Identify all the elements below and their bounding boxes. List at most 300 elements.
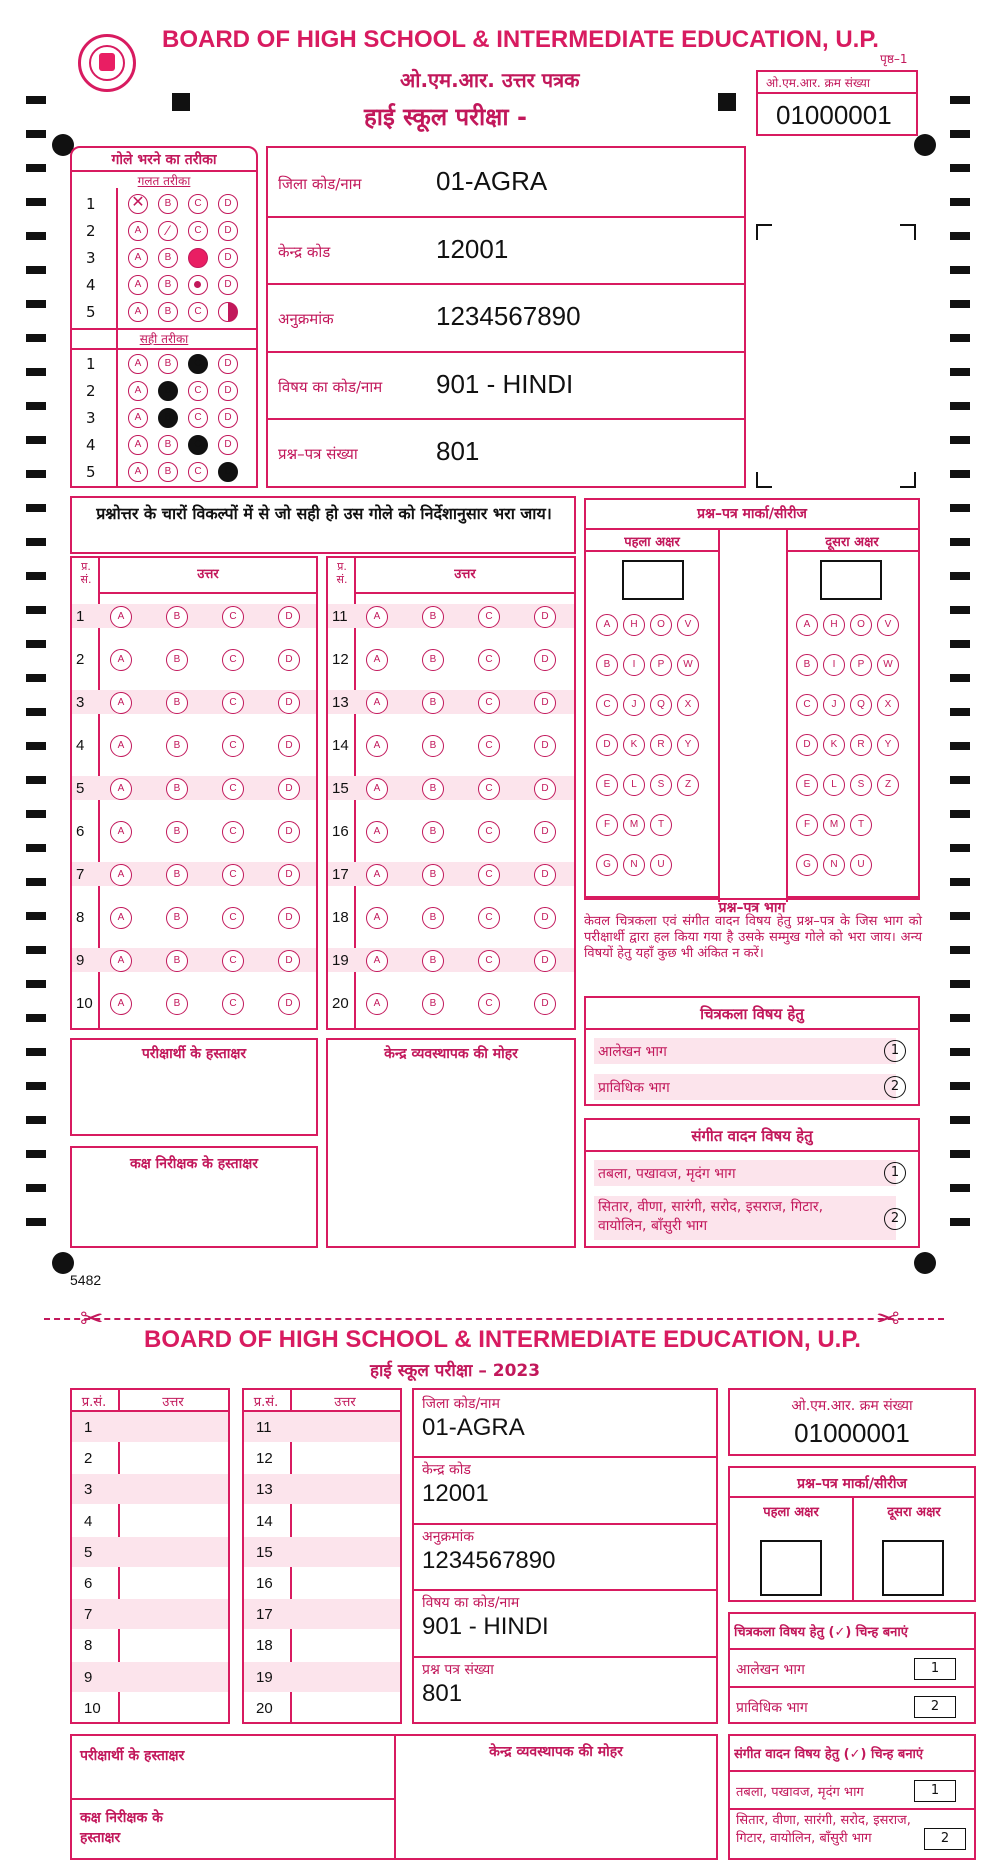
answer-bubble-q6-d[interactable]: D xyxy=(278,821,300,843)
answer-bubble-q10-d[interactable]: D xyxy=(278,993,300,1015)
timing-mark xyxy=(950,1184,970,1192)
page-number: पृष्ठ–1 xyxy=(880,52,908,66)
part-note: केवल चित्रकला एवं संगीत वादन विषय हेतु प्रश्न–पत्र के जिस भाग को परीक्षार्थी द्वारा हल किया गया है उसके सम्मुख गोले को भरा जाय। अन्य विषयों हेतु यहाँ कुछ भी अंकित न करें। xyxy=(584,914,922,961)
timing-mark xyxy=(26,708,46,716)
timing-mark xyxy=(26,402,46,410)
examinee-signature-box[interactable] xyxy=(70,1038,318,1136)
series-second-letter-a[interactable]: A xyxy=(796,614,818,636)
series-second-letter-z[interactable]: Z xyxy=(877,774,899,796)
slip-question-number: 1 xyxy=(84,1419,93,1436)
answer-bubble-q5-a[interactable]: A xyxy=(110,778,132,800)
answer-bubble-q11-c[interactable]: C xyxy=(478,606,500,628)
board-logo xyxy=(78,34,136,92)
slip-field-value-0: 01-AGRA xyxy=(422,1414,525,1441)
slip-answer-cell[interactable] xyxy=(120,1630,226,1660)
slip-music-part-2-box[interactable]: 2 xyxy=(924,1828,966,1850)
answer-bubble-q2-c[interactable]: C xyxy=(222,649,244,671)
timing-mark xyxy=(26,1116,46,1124)
slip-answer-cell[interactable] xyxy=(120,1693,226,1723)
answer-bubble-q18-c[interactable]: C xyxy=(478,907,500,929)
second-letter-write-box[interactable] xyxy=(820,560,882,600)
field-divider xyxy=(268,418,744,420)
slip-answer-cell[interactable] xyxy=(120,1568,226,1598)
sample-right-bubble: A xyxy=(128,381,148,401)
series-first-letter-r[interactable]: R xyxy=(650,734,672,756)
slip-answer-cell[interactable] xyxy=(292,1693,398,1723)
sample-wrong-bubble: D xyxy=(218,194,238,214)
question-number: 14 xyxy=(332,737,349,754)
series-first-letter-n[interactable]: N xyxy=(623,854,645,876)
answer-bubble-q6-b[interactable]: B xyxy=(166,821,188,843)
first-letter-write-box[interactable] xyxy=(622,560,684,600)
question-number: 12 xyxy=(332,651,349,668)
sample-wrong-bubble: B xyxy=(158,275,178,295)
answer-bubble-q19-c[interactable]: C xyxy=(478,950,500,972)
field-label-1: केन्द्र कोड xyxy=(278,242,331,261)
answer-bubble-q12-a[interactable]: A xyxy=(366,649,388,671)
slip-answer-cell[interactable] xyxy=(292,1599,398,1629)
timing-mark xyxy=(26,504,46,512)
answer-bubble-q11-b[interactable]: B xyxy=(422,606,444,628)
slip-question-number: 6 xyxy=(84,1575,93,1592)
answer-bubble-q13-c[interactable]: C xyxy=(478,692,500,714)
timing-mark xyxy=(26,1150,46,1158)
answer-bubble-q4-b[interactable]: B xyxy=(166,735,188,757)
timing-mark xyxy=(950,1218,970,1226)
question-number: 13 xyxy=(332,694,349,711)
answer-bubble-q14-c[interactable]: C xyxy=(478,735,500,757)
slip-second-letter-box[interactable] xyxy=(882,1540,944,1596)
series-second-letter-i[interactable]: I xyxy=(823,654,845,676)
answer-bubble-q5-d[interactable]: D xyxy=(278,778,300,800)
answer-bubble-q11-a[interactable]: A xyxy=(366,606,388,628)
series-second-letter-k[interactable]: K xyxy=(823,734,845,756)
answer-bubble-q4-d[interactable]: D xyxy=(278,735,300,757)
second-letter-label: दूसरा अक्षर xyxy=(825,535,879,550)
timing-mark xyxy=(26,844,46,852)
board-title: BOARD OF HIGH SCHOOL & INTERMEDIATE EDUCATION, U.P. xyxy=(162,26,879,53)
slip-field-value-3: 901 - HINDI xyxy=(422,1613,549,1641)
music-part-1: तबला, पखावज, मृदंग भाग xyxy=(598,1166,736,1182)
photo-area xyxy=(756,224,916,488)
sample-wrong-bubble xyxy=(188,248,208,268)
music-part-1-bubble[interactable]: 1 xyxy=(884,1162,906,1184)
slip-field-label-2: अनुक्रमांक xyxy=(422,1528,474,1545)
series-first-letter-z[interactable]: Z xyxy=(677,774,699,796)
series-second-letter-j[interactable]: J xyxy=(823,694,845,716)
sample-right-bubble: D xyxy=(218,381,238,401)
sample-right-bubble: D xyxy=(218,408,238,428)
sample-right-bubble: D xyxy=(218,354,238,374)
answer-bubble-q5-b[interactable]: B xyxy=(166,778,188,800)
answer-bubble-q20-a[interactable]: A xyxy=(366,993,388,1015)
slip-question-number: 10 xyxy=(84,1699,101,1717)
timing-mark xyxy=(950,878,970,886)
question-number: 16 xyxy=(332,823,349,840)
slip-music-box xyxy=(728,1734,976,1860)
timing-mark xyxy=(26,980,46,988)
method-row-number: 2 xyxy=(86,382,96,400)
answer-bubble-q11-d[interactable]: D xyxy=(534,606,556,628)
sample-right-bubble: A xyxy=(128,354,148,374)
instruction-text: प्रश्नोत्तर के चारों विकल्पों में से जो सही हो उस गोले को निर्देशानुसार भरा जाय। xyxy=(96,504,552,523)
timing-mark xyxy=(26,878,46,886)
field-divider xyxy=(268,216,744,218)
answer-bubble-q1-b[interactable]: B xyxy=(166,606,188,628)
answer-bubble-q19-b[interactable]: B xyxy=(422,950,444,972)
series-first-letter-v[interactable]: V xyxy=(677,614,699,636)
slip-question-number: 5 xyxy=(84,1543,93,1561)
slip-field-value-1: 12001 xyxy=(422,1480,489,1508)
slip-field-divider xyxy=(414,1589,716,1591)
scissors-icon: ✂ xyxy=(80,1302,104,1335)
answer-bubble-q15-a[interactable]: A xyxy=(366,778,388,800)
answer-bubble-q13-b[interactable]: B xyxy=(422,692,444,714)
sample-right-bubble: D xyxy=(218,462,238,482)
answer-bubble-q1-c[interactable]: C xyxy=(222,606,244,628)
series-second-letter-h[interactable]: H xyxy=(823,614,845,636)
answer-bubble-q16-a[interactable]: A xyxy=(366,821,388,843)
sample-right-bubble: A xyxy=(128,462,148,482)
method-row-number: 5 xyxy=(86,463,96,481)
series-second-letter-s[interactable]: S xyxy=(850,774,872,796)
series-second-letter-l[interactable]: L xyxy=(823,774,845,796)
series-second-letter-e[interactable]: E xyxy=(796,774,818,796)
timing-mark xyxy=(950,266,970,274)
answer-bubble-q15-d[interactable]: D xyxy=(534,778,556,800)
slip-field-divider xyxy=(414,1523,716,1525)
timing-mark xyxy=(950,708,970,716)
omr-serial-value: 01000001 xyxy=(776,100,892,130)
cut-line xyxy=(44,1318,944,1320)
method-row-number: 3 xyxy=(86,249,96,267)
sample-wrong-bubble: D xyxy=(218,275,238,295)
timing-mark xyxy=(26,946,46,954)
corner-square xyxy=(718,93,736,111)
music-subject-box xyxy=(584,1118,920,1248)
field-label-3: विषय का कोड/नाम xyxy=(278,377,383,396)
answer-bubble-q20-d[interactable]: D xyxy=(534,993,556,1015)
slip-drawing-title: चित्रकला विषय हेतु (✓) चिन्ह बनाएं xyxy=(734,1625,908,1640)
answer-bubble-q19-a[interactable]: A xyxy=(366,950,388,972)
slip-q-no-header: प्र.सं. xyxy=(81,1395,107,1410)
slip-question-number: 9 xyxy=(84,1668,93,1686)
question-number: 7 xyxy=(76,866,85,883)
slip-series-box xyxy=(728,1466,976,1602)
slip-examinee-signature-label[interactable]: परीक्षार्थी के हस्ताक्षर xyxy=(80,1748,185,1764)
registration-dot xyxy=(52,1252,74,1274)
answer-bubble-q7-d[interactable]: D xyxy=(278,864,300,886)
timing-mark xyxy=(26,1218,46,1226)
series-second-letter-y[interactable]: Y xyxy=(877,734,899,756)
answer-bubble-q13-d[interactable]: D xyxy=(534,692,556,714)
answer-bubble-q16-b[interactable]: B xyxy=(422,821,444,843)
series-second-letter-u[interactable]: U xyxy=(850,854,872,876)
answer-bubble-q4-a[interactable]: A xyxy=(110,735,132,757)
series-first-letter-o[interactable]: O xyxy=(650,614,672,636)
slip-answer-cell[interactable] xyxy=(120,1599,226,1629)
sample-right-bubble: C xyxy=(188,408,208,428)
field-label-4: प्रश्न–पत्र संख्या xyxy=(278,445,358,464)
slip-answer-cell[interactable] xyxy=(120,1412,226,1442)
sample-right-bubble: B xyxy=(158,408,178,428)
sample-right-bubble: A xyxy=(128,408,148,428)
series-first-letter-d[interactable]: D xyxy=(596,734,618,756)
omr-title: ओ.एम.आर. उत्तर पत्रक xyxy=(400,68,580,92)
slip-answer-cell[interactable] xyxy=(292,1474,398,1504)
slip-answer-cell[interactable] xyxy=(292,1412,398,1442)
series-first-letter-m[interactable]: M xyxy=(623,814,645,836)
series-first-letter-l[interactable]: L xyxy=(623,774,645,796)
answer-bubble-q2-b[interactable]: B xyxy=(166,649,188,671)
music-part-2-bubble[interactable]: 2 xyxy=(884,1208,906,1230)
answer-bubble-q1-a[interactable]: A xyxy=(110,606,132,628)
series-first-letter-b[interactable]: B xyxy=(596,654,618,676)
series-second-letter-v[interactable]: V xyxy=(877,614,899,636)
slip-field-label-3: विषय का कोड/नाम xyxy=(422,1595,520,1612)
omr-serial-label: ओ.एम.आर. क्रम संख्या xyxy=(766,76,870,90)
sample-wrong-bubble xyxy=(218,302,238,322)
answer-bubble-q1-d[interactable]: D xyxy=(278,606,300,628)
timing-mark xyxy=(950,1014,970,1022)
series-second-letter-p[interactable]: P xyxy=(850,654,872,676)
answer-bubble-q10-b[interactable]: B xyxy=(166,993,188,1015)
series-first-letter-c[interactable]: C xyxy=(596,694,618,716)
q-no-header: प्र. सं. xyxy=(80,560,92,586)
answer-bubble-q15-c[interactable]: C xyxy=(478,778,500,800)
slip-question-number: 18 xyxy=(256,1637,273,1655)
answer-bubble-q4-c[interactable]: C xyxy=(222,735,244,757)
series-first-letter-w[interactable]: W xyxy=(677,654,699,676)
sample-wrong-bubble: B xyxy=(158,194,178,214)
series-second-letter-g[interactable]: G xyxy=(796,854,818,876)
answer-bubble-q14-d[interactable]: D xyxy=(534,735,556,757)
answer-bubble-q3-c[interactable]: C xyxy=(222,692,244,714)
question-number: 3 xyxy=(76,694,85,711)
timing-mark xyxy=(26,742,46,750)
slip-drawing-part-2-box[interactable]: 2 xyxy=(914,1696,956,1718)
answer-bubble-q17-d[interactable]: D xyxy=(534,864,556,886)
series-first-letter-k[interactable]: K xyxy=(623,734,645,756)
field-value-0: 01-AGRA xyxy=(436,166,548,196)
answer-bubble-q14-b[interactable]: B xyxy=(422,735,444,757)
registration-dot xyxy=(914,134,936,156)
slip-first-letter-box[interactable] xyxy=(760,1540,822,1596)
slip-field-label-0: जिला कोड/नाम xyxy=(422,1396,500,1412)
answer-bubble-q16-d[interactable]: D xyxy=(534,821,556,843)
answer-bubble-q10-c[interactable]: C xyxy=(222,993,244,1015)
slip-center-seal-label[interactable]: केन्द्र व्यवस्थापक की मोहर xyxy=(489,1744,623,1760)
series-first-letter-y[interactable]: Y xyxy=(677,734,699,756)
answer-bubble-q8-c[interactable]: C xyxy=(222,907,244,929)
question-number: 1 xyxy=(76,608,85,625)
series-first-letter-i[interactable]: I xyxy=(623,654,645,676)
series-second-letter-f[interactable]: F xyxy=(796,814,818,836)
center-seal-box[interactable] xyxy=(326,1038,576,1248)
answer-bubble-q8-d[interactable]: D xyxy=(278,907,300,929)
sample-wrong-bubble: A xyxy=(128,221,148,241)
answer-bubble-q18-b[interactable]: B xyxy=(422,907,444,929)
slip-fields-box xyxy=(412,1388,718,1724)
slip-music-part-1-box[interactable]: 1 xyxy=(914,1780,956,1802)
series-first-letter-t[interactable]: T xyxy=(650,814,672,836)
timing-mark xyxy=(950,844,970,852)
timing-mark xyxy=(26,232,46,240)
slip-answer-cell[interactable] xyxy=(292,1630,398,1660)
answer-bubble-q12-b[interactable]: B xyxy=(422,649,444,671)
series-second-letter-c[interactable]: C xyxy=(796,694,818,716)
slip-question-number: 14 xyxy=(256,1512,273,1530)
slip-invigilator-signature-label[interactable]: कक्ष निरीक्षक के हस्ताक्षर xyxy=(80,1810,163,1846)
wrong-method-label: गलत तरीका xyxy=(137,174,191,188)
series-second-letter-n[interactable]: N xyxy=(823,854,845,876)
drawing-part-1-bubble[interactable]: 1 xyxy=(884,1040,906,1062)
series-first-letter-h[interactable]: H xyxy=(623,614,645,636)
answer-bubble-q3-d[interactable]: D xyxy=(278,692,300,714)
method-row-number: 2 xyxy=(86,222,96,240)
series-second-letter-x[interactable]: X xyxy=(877,694,899,716)
sample-wrong-bubble: ⁄ xyxy=(158,221,178,241)
instruction-box xyxy=(70,496,576,554)
question-number: 18 xyxy=(332,909,349,926)
series-second-letter-t[interactable]: T xyxy=(850,814,872,836)
answer-bubble-q17-b[interactable]: B xyxy=(422,864,444,886)
timing-mark xyxy=(950,776,970,784)
timing-mark xyxy=(950,538,970,546)
sample-right-bubble: B xyxy=(158,435,178,455)
answer-bubble-q5-c[interactable]: C xyxy=(222,778,244,800)
question-number: 2 xyxy=(76,651,85,668)
answer-bubble-q7-c[interactable]: C xyxy=(222,864,244,886)
answer-bubble-q8-b[interactable]: B xyxy=(166,907,188,929)
answer-bubble-q9-c[interactable]: C xyxy=(222,950,244,972)
slip-question-number: 20 xyxy=(256,1699,273,1717)
series-first-letter-e[interactable]: E xyxy=(596,774,618,796)
answer-bubble-q15-b[interactable]: B xyxy=(422,778,444,800)
answer-bubble-q17-c[interactable]: C xyxy=(478,864,500,886)
series-first-letter-s[interactable]: S xyxy=(650,774,672,796)
answer-bubble-q3-a[interactable]: A xyxy=(110,692,132,714)
series-first-letter-g[interactable]: G xyxy=(596,854,618,876)
field-divider xyxy=(268,351,744,353)
sample-right-bubble: C xyxy=(188,462,208,482)
answer-bubble-q8-a[interactable]: A xyxy=(110,907,132,929)
series-second-letter-r[interactable]: R xyxy=(850,734,872,756)
slip-answer-cell[interactable] xyxy=(120,1662,226,1692)
slip-answer-cell[interactable] xyxy=(292,1662,398,1692)
answer-bubble-q10-a[interactable]: A xyxy=(110,993,132,1015)
answer-bubble-q9-b[interactable]: B xyxy=(166,950,188,972)
timing-mark xyxy=(950,436,970,444)
answer-bubble-q17-a[interactable]: A xyxy=(366,864,388,886)
timing-mark xyxy=(26,334,46,342)
method-row-number: 4 xyxy=(86,276,96,294)
slip-question-number: 13 xyxy=(256,1481,273,1499)
answer-bubble-q3-b[interactable]: B xyxy=(166,692,188,714)
series-first-letter-p[interactable]: P xyxy=(650,654,672,676)
timing-mark xyxy=(26,96,46,104)
answer-bubble-q2-a[interactable]: A xyxy=(110,649,132,671)
answer-bubble-q12-c[interactable]: C xyxy=(478,649,500,671)
slip-answer-cell[interactable] xyxy=(120,1537,226,1567)
slip-answer-cell[interactable] xyxy=(292,1506,398,1536)
series-second-letter-m[interactable]: M xyxy=(823,814,845,836)
series-first-letter-f[interactable]: F xyxy=(596,814,618,836)
series-first-letter-j[interactable]: J xyxy=(623,694,645,716)
timing-mark xyxy=(950,470,970,478)
sample-right-bubble: C xyxy=(188,435,208,455)
series-second-letter-b[interactable]: B xyxy=(796,654,818,676)
series-second-letter-w[interactable]: W xyxy=(877,654,899,676)
answer-bubble-q20-b[interactable]: B xyxy=(422,993,444,1015)
slip-answer-cell[interactable] xyxy=(120,1474,226,1504)
slip-answer-cell[interactable] xyxy=(292,1443,398,1473)
timing-mark xyxy=(26,606,46,614)
timing-mark xyxy=(26,674,46,682)
answer-bubble-q7-a[interactable]: A xyxy=(110,864,132,886)
timing-mark xyxy=(950,640,970,648)
series-first-letter-u[interactable]: U xyxy=(650,854,672,876)
first-letter-label: पहला अक्षर xyxy=(624,535,680,550)
examinee-signature-label: परीक्षार्थी के हस्ताक्षर xyxy=(141,1046,247,1062)
answer-bubble-q14-a[interactable]: A xyxy=(366,735,388,757)
series-first-letter-x[interactable]: X xyxy=(677,694,699,716)
answer-bubble-q20-c[interactable]: C xyxy=(478,993,500,1015)
slip-serial-box xyxy=(728,1388,976,1456)
timing-mark xyxy=(950,504,970,512)
answer-bubble-q6-c[interactable]: C xyxy=(222,821,244,843)
drawing-part-2-bubble[interactable]: 2 xyxy=(884,1076,906,1098)
method-row-number: 4 xyxy=(86,436,96,454)
method-row-number: 3 xyxy=(86,409,96,427)
answer-bubble-q9-d[interactable]: D xyxy=(278,950,300,972)
answer-bubble-q13-a[interactable]: A xyxy=(366,692,388,714)
answer-bubble-q19-d[interactable]: D xyxy=(534,950,556,972)
answer-bubble-q16-c[interactable]: C xyxy=(478,821,500,843)
series-first-letter-q[interactable]: Q xyxy=(650,694,672,716)
answer-bubble-q7-b[interactable]: B xyxy=(166,864,188,886)
slip-question-number: 12 xyxy=(256,1450,273,1468)
invigilator-signature-box[interactable] xyxy=(70,1146,318,1248)
timing-mark xyxy=(26,1048,46,1056)
slip-exam-title: हाई स्कूल परीक्षा – 2023 xyxy=(370,1361,541,1381)
slip-answer-cell[interactable] xyxy=(120,1443,226,1473)
series-first-letter-a[interactable]: A xyxy=(596,614,618,636)
slip-answer-cell[interactable] xyxy=(120,1506,226,1536)
timing-mark xyxy=(950,198,970,206)
answer-bubble-q9-a[interactable]: A xyxy=(110,950,132,972)
slip-answer-cell[interactable] xyxy=(292,1568,398,1598)
grid-divider xyxy=(354,592,576,594)
sample-wrong-bubble: A xyxy=(128,248,148,268)
series-second-letter-d[interactable]: D xyxy=(796,734,818,756)
series-second-letter-q[interactable]: Q xyxy=(850,694,872,716)
answer-bubble-q18-d[interactable]: D xyxy=(534,907,556,929)
slip-drawing-part-1-box[interactable]: 1 xyxy=(914,1658,956,1680)
slip-answer-cell[interactable] xyxy=(292,1537,398,1567)
series-second-letter-o[interactable]: O xyxy=(850,614,872,636)
answer-bubble-q18-a[interactable]: A xyxy=(366,907,388,929)
answer-bubble-q6-a[interactable]: A xyxy=(110,821,132,843)
answer-bubble-q12-d[interactable]: D xyxy=(534,649,556,671)
corner-square xyxy=(172,93,190,111)
answer-bubble-q2-d[interactable]: D xyxy=(278,649,300,671)
question-number: 20 xyxy=(332,995,349,1012)
sample-right-bubble: B xyxy=(158,462,178,482)
timing-mark xyxy=(950,1116,970,1124)
timing-mark xyxy=(950,368,970,376)
question-number: 5 xyxy=(76,780,85,797)
